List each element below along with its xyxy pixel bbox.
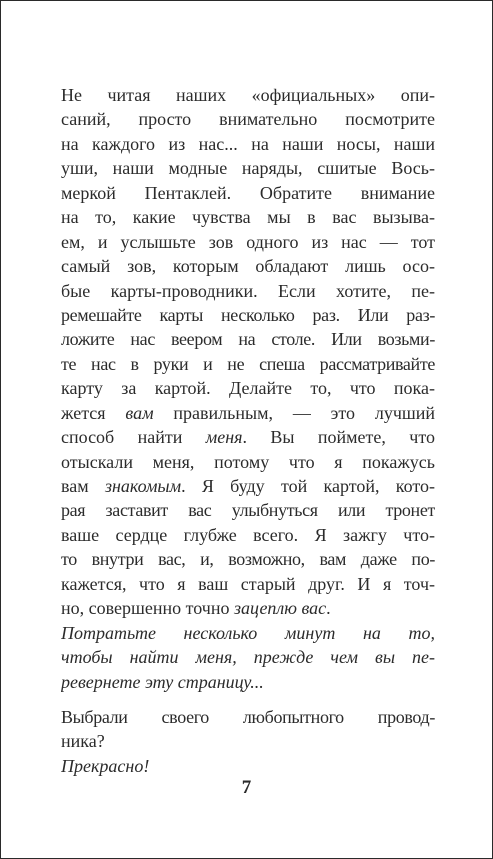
text-line: кажется, что я ваш старый друг. И я точ- (61, 573, 435, 594)
text-line: карту за картой. Делайте то, что пока- (61, 378, 435, 399)
text-line: те нас в руки и не спеша рассматривайте (61, 353, 435, 374)
italic-text: ревернете эту страницу... (61, 671, 264, 692)
text-line: меркой Пентаклей. Обратите внимание (61, 182, 435, 203)
text-run: . Я буду той картой, кото- (181, 476, 435, 496)
italic-text: Прекрасно! (61, 755, 150, 776)
body-text (61, 83, 435, 778)
text-run: . Вы поймете, что (242, 427, 435, 448)
text-line: Выбрали своего любопытного провод- (61, 706, 435, 727)
text-line: рая заставит вас улыбнуться или тронет (61, 500, 435, 521)
italic-text: меня (205, 427, 243, 448)
text-line: ем, и услышьте зов одного из нас — тот (61, 231, 435, 252)
text-run: способ найти (61, 427, 206, 448)
text-line: бые карты-проводники. Если хотите, пе- (61, 280, 435, 301)
italic-text-line (61, 621, 435, 645)
text-line (61, 474, 435, 498)
text-run: правильным, — это лучший (153, 402, 435, 423)
text-line (61, 596, 435, 620)
text-line: на каждого из нас... на наши носы, наши (61, 133, 435, 154)
text-line: самый зов, которым обладают лишь осо- (61, 256, 435, 277)
italic-text: знакомым (104, 476, 182, 496)
text-line (61, 401, 435, 425)
text-line: то внутри вас, и, возможно, вам даже по- (61, 549, 435, 570)
text-line: ника? (61, 731, 105, 752)
text-line: ремешайте карты несколько раз. Или раз- (61, 304, 435, 325)
text-run: вам (61, 476, 105, 496)
text-line: на то, какие чувства мы в вас вызыва- (61, 207, 435, 228)
italic-text-line (61, 670, 435, 694)
text-line: уши, наши модные наряды, сшитые Вось- (61, 158, 435, 179)
italic-text: Потратьте несколько минут на то, (61, 622, 435, 643)
text-run: . (326, 598, 331, 619)
page-number: 7 (241, 777, 252, 798)
italic-text-line (61, 754, 435, 778)
italic-text-line (61, 645, 435, 669)
text-run: жется (61, 402, 126, 423)
text-line: отыскали меня, потому что я покажусь (61, 451, 435, 472)
italic-text: чтобы найти меня, прежде чем вы пе- (61, 647, 435, 668)
text-line (61, 425, 435, 449)
italic-text: вам (125, 402, 154, 423)
paragraph-gap (61, 694, 435, 705)
text-line: саний, просто внимательно посмотрите (61, 109, 435, 130)
text-run: но, совершенно точно (61, 598, 234, 619)
text-line: Не читая наших «официальных» опи- (61, 85, 435, 105)
italic-text: зацеплю вас (233, 598, 327, 619)
text-line: ложите нас веером на столе. Или возьми- (61, 329, 435, 350)
text-line: ваше сердце глубже всего. Я зажгу что- (61, 524, 435, 545)
